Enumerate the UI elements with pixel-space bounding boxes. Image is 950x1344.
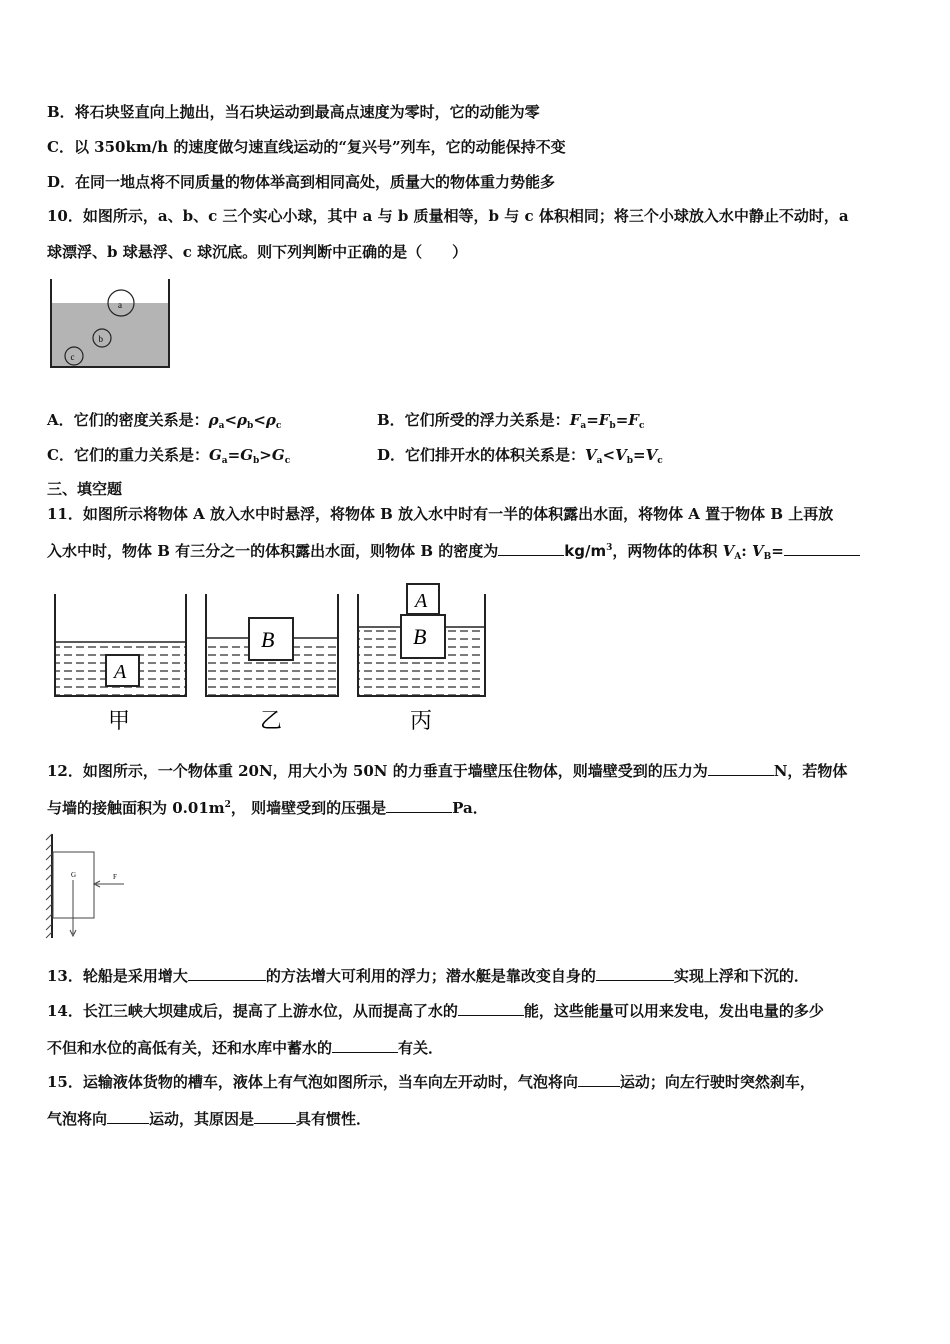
q10-beaker-figure — [45, 276, 175, 372]
q11-containers-figure — [40, 578, 500, 734]
blank-pressure[interactable] — [386, 798, 452, 813]
section-heading: 三、填空题 — [47, 480, 123, 498]
option-d: D．在同一地点将不同质量的物体举高到相同高处，质量大的物体重力势能多 — [47, 173, 556, 191]
q10-line1: 10．如图所示，a、b、c 三个实心小球，其中 a 与 b 质量相等，b 与 c 体积相同；将三个小球放入水中静止不动时，a — [47, 207, 849, 225]
q12-wall-figure — [40, 830, 130, 942]
blank-force[interactable] — [708, 761, 774, 776]
q12-line2: 与墙的接触面积为 $0.01m^2$， 则墙壁受到的压强是 Pa． — [47, 799, 488, 817]
q10-option-b: B．它们所受的浮力关系是：$F_a=F_b=F_c$ — [377, 411, 645, 431]
ball-c-label: c — [70, 352, 75, 362]
q15-line1: 15．运输液体货物的槽车，液体上有气泡如图所示，当车向左开动时，气泡将向 运动；向左行驶时突然刹车， — [47, 1073, 815, 1091]
blank-14a[interactable] — [458, 1001, 524, 1016]
block-a-bing-label: A — [415, 590, 428, 612]
option-b: B．将石块竖直向上抛出，当石块运动到最高点速度为零时，它的动能为零 — [47, 103, 540, 121]
blank-density[interactable] — [498, 541, 564, 556]
q12-line1: 12．如图所示，一个物体重 20N，用大小为 50N 的力垂直于墙壁压住物体，则墙壁受到的压力为 N，若物体 — [47, 762, 848, 780]
q15-line2: 气泡将向 运动，其原因是 具有惯性． — [47, 1110, 372, 1128]
label-g: G — [71, 871, 77, 879]
blank-13a[interactable] — [188, 966, 266, 981]
q11-line1: 11．如图所示将物体 A 放入水中时悬浮，将物体 B 放入水中时有一半的体积露出水面，将物体 A 置于物体 B 上再放 — [47, 505, 834, 523]
q14-line2: 不但和水位的高低有关，还和水库中蓄水的 有关． — [47, 1039, 444, 1057]
block-a-jia-label: A — [114, 661, 127, 683]
caption-yi: 乙 — [260, 708, 283, 733]
caption-jia: 甲 — [108, 708, 131, 733]
blank-volume-ratio[interactable] — [784, 541, 860, 556]
ball-b-label: b — [98, 334, 103, 344]
q10-option-a: A．它们的密度关系是：$\rho_a<\rho_b<\rho_c$ — [47, 411, 282, 431]
q14-line1: 14．长江三峡大坝建成后，提高了上游水位，从而提高了水的 能，这些能量可以用来发电，发出电量的多少 — [47, 1002, 824, 1020]
blank-15a[interactable] — [578, 1072, 620, 1087]
q13-line: 13．轮船是采用增大 的方法增大可利用的浮力；潜水艇是靠改变自身的 实现上浮和下沉的． — [47, 967, 809, 985]
ball-a-label: a — [118, 300, 122, 310]
option-c: C．以 350km/h 的速度做匀速直线运动的“复兴号”列车，它的动能保持不变 — [47, 138, 566, 156]
block-b-bing-label: B — [413, 624, 427, 649]
caption-bing: 丙 — [410, 708, 433, 733]
q10-line2: 球漂浮、b 球悬浮、c 球沉底。则下列判断中正确的是（ ） — [47, 243, 468, 261]
q11-line2: 入水中时，物体 B 有三分之一的体积露出水面，则物体 B 的密度为 $kg/m^3$，两物体的体积 $V_A$: $V_B=$ — [47, 541, 860, 561]
label-f: F — [113, 873, 117, 881]
blank-13b[interactable] — [596, 966, 674, 981]
blank-15c[interactable] — [254, 1109, 296, 1124]
q10-option-c: C．它们的重力关系是：$G_a=G_b>G_c$ — [47, 446, 291, 466]
q10-option-d: D．它们排开水的体积关系是：$V_a<V_b=V_c$ — [377, 446, 663, 466]
blank-14b[interactable] — [332, 1038, 398, 1053]
block-b-yi-label: B — [261, 627, 275, 652]
blank-15b[interactable] — [107, 1109, 149, 1124]
